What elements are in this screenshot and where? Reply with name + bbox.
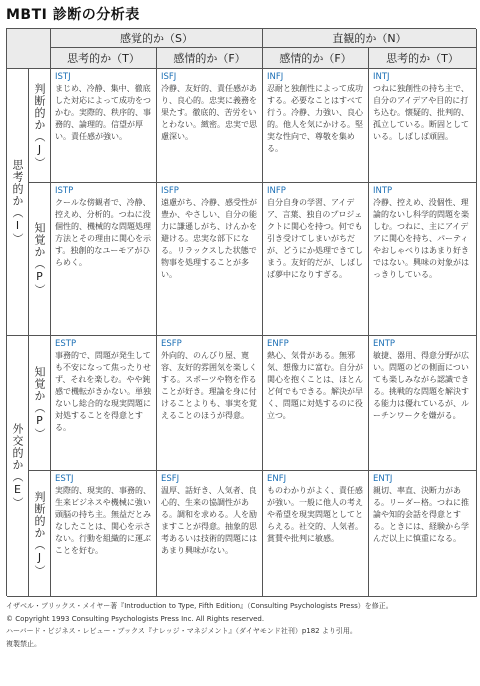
type-cell-istp [51,183,157,336]
type-code: ENTP [373,339,396,349]
header-feeling: 感情的か（F） [263,48,369,69]
type-desc: 冷静、控えめ、没個性、理論的ないし科学的問題を楽しむ。つねに、主にアイデアに関心を持ち、パーティやおしゃべりはあまり好きではない。興味の対象がはっきりしている。 [373,198,469,279]
row-label-extrovert: 外交的か（E） [7,336,29,597]
type-desc: 冷静、友好的、責任感があり、良心的。忠実に義務を果たす。徹底的、苦労をいとわない。緻密。忠実で思慮深い。 [161,84,257,141]
header-thinking: 思考的か（T） [51,48,157,69]
row-label-judging: 判断的か（J） [29,69,51,183]
type-code: ENFJ [267,474,287,484]
row-label-perceiving: 知覚か（P） [29,336,51,471]
page-title: MBTI 診断の分析表 [6,7,140,23]
type-code: ENFP [267,339,289,349]
type-cell-esfp [157,336,263,471]
type-cell-intj [369,69,477,183]
type-desc: 親切、率直、決断力がある。リーダー格。つねに推論や知的会話を得意とする。ときには、経験から学んだ以上に慎重になる。 [373,486,469,543]
mbti-table [6,28,476,596]
type-desc: 遠慮がち、冷静、感受性が豊か、やさしい、自分の能力に謙遜しがち、けんかを避ける。忠実な部下になる。リラックスした状態で物事を処理することが多い。 [161,198,257,279]
type-cell-entj [369,471,477,597]
header-feeling: 感情的か（F） [157,48,263,69]
type-desc: クールな傍観者で、冷静、控えめ、分析的。つねに没個性的、機械的な問題処理方法とその理由に関心を示す。独創的なユーモアがひらめく。 [55,198,151,267]
row-label-perceiving: 知覚か（P） [29,183,51,336]
type-desc: 忍耐と独創性によって成功する。必要なことはすべて行う。冷静、力強い、良心的。他人を気にかける。堅実な性向で、尊敬を集める。 [267,84,363,153]
type-code: INFJ [267,72,284,82]
row-label-introvert: 思考的か（I） [7,69,29,336]
type-code: ESTJ [55,474,74,484]
type-code: INTJ [373,72,390,82]
type-desc: 温厚、話好き、人気者、良心的、生来の協調性がある。調和を求める。人を励ますことが得意。抽象的思考あるいは技術的問題にはあまり興味がない。 [161,486,257,555]
type-code: ISTP [55,186,74,196]
type-cell-isfp [157,183,263,336]
type-code: ISFP [161,186,179,196]
footnote-line: © Copyright 1993 Consulting Psychologists Press Inc. All Rights reserved. [6,614,265,623]
type-cell-istj [51,69,157,183]
type-desc: ものわかりがよく、責任感が強い。一般に他人の考えや希望を現実問題としてとらえる。社交的、人気者。賞賛や批判に敏感。 [267,486,363,543]
type-cell-entp [369,336,477,471]
footnote [6,600,476,650]
type-desc: 事務的で、問題が発生しても不安になって焦ったりせず、それを楽しむ。やや鈍感で機転がきかない。単独ないし総合的な現実問題に対処することを得意とする。 [55,351,151,432]
type-desc: 外向的、のんびり屋、寛容、友好的雰囲気を楽しくする。スポーツや物を作ることが好き。理論を身に付けることよりも、事実を覚えることのほうが得意。 [161,351,257,420]
type-cell-infj [263,69,369,183]
type-desc: まじめ、冷静、集中、徹底した対応によって成功をつかむ。実際的、秩序的、事務的、論理的。信望が厚い。責任感が強い。 [55,84,151,141]
header-thinking: 思考的か（T） [369,48,477,69]
type-code: ESTP [55,339,77,349]
type-code: INTP [373,186,393,196]
type-cell-estp [51,336,157,471]
type-desc: 熱心、気骨がある。無邪気、想像力に富む。自分が関心を抱くことは、ほとんど何でもできる。解決が早く、問題に対処するのに役立つ。 [267,351,363,420]
type-cell-isfj [157,69,263,183]
header-sensing: 感覚的か（S） [51,29,263,48]
row-label-judging: 判断的か（J） [29,471,51,597]
type-cell-intp [369,183,477,336]
type-cell-infp [263,183,369,336]
type-code: ESFJ [161,474,180,484]
footnote-line: 複製禁止。 [6,639,41,648]
type-desc: 実際的、現実的、事務的、生来ビジネスや機械に強い頭脳の持ち主。無益だとみなしたことは、関心を示さない。行動を組織的に運ぶことを好む。 [55,486,151,555]
type-code: ISTJ [55,72,71,82]
type-desc: 敏捷、器用、得意分野が広い。問題のどの側面についても楽しみながら認識できる。挑戦的な問題を解決する能力は優れているが、ルーチンワークを嫌がる。 [373,351,469,420]
table-corner [7,29,51,69]
type-cell-enfp [263,336,369,471]
footnote-line: イザベル・ブリックス・メイヤー著『Introduction to Type, Fifth Edition』（Consulting Psychologists Press）を修正。 [6,602,393,610]
type-cell-estj [51,471,157,597]
footnote-line: ハーバード・ビジネス・レビュー・ブックス『ナレッジ・マネジメント』（ダイヤモンド社刊）p182 より引用。 [6,627,357,635]
type-cell-enfj [263,471,369,597]
type-desc: つねに独創性の持ち主で、自分のアイデアや目的に打ち込む。懐疑的、批判的、孤立している。断固としている。しばしば頑固。 [373,84,469,141]
type-cell-esfj [157,471,263,597]
type-code: ENTJ [373,474,393,484]
header-intuition: 直観的か（N） [263,29,477,48]
type-code: ESFP [161,339,182,349]
type-code: ISFJ [161,72,177,82]
type-code: INFP [267,186,286,196]
type-desc: 自分自身の学習、アイデア、言葉、独自のプロジェクトに関心を持つ。何でも引き受けてしまいがちだが、どうにか処理できてしまう。友好的だが、しばしば夢中になりすぎる。 [267,198,363,279]
